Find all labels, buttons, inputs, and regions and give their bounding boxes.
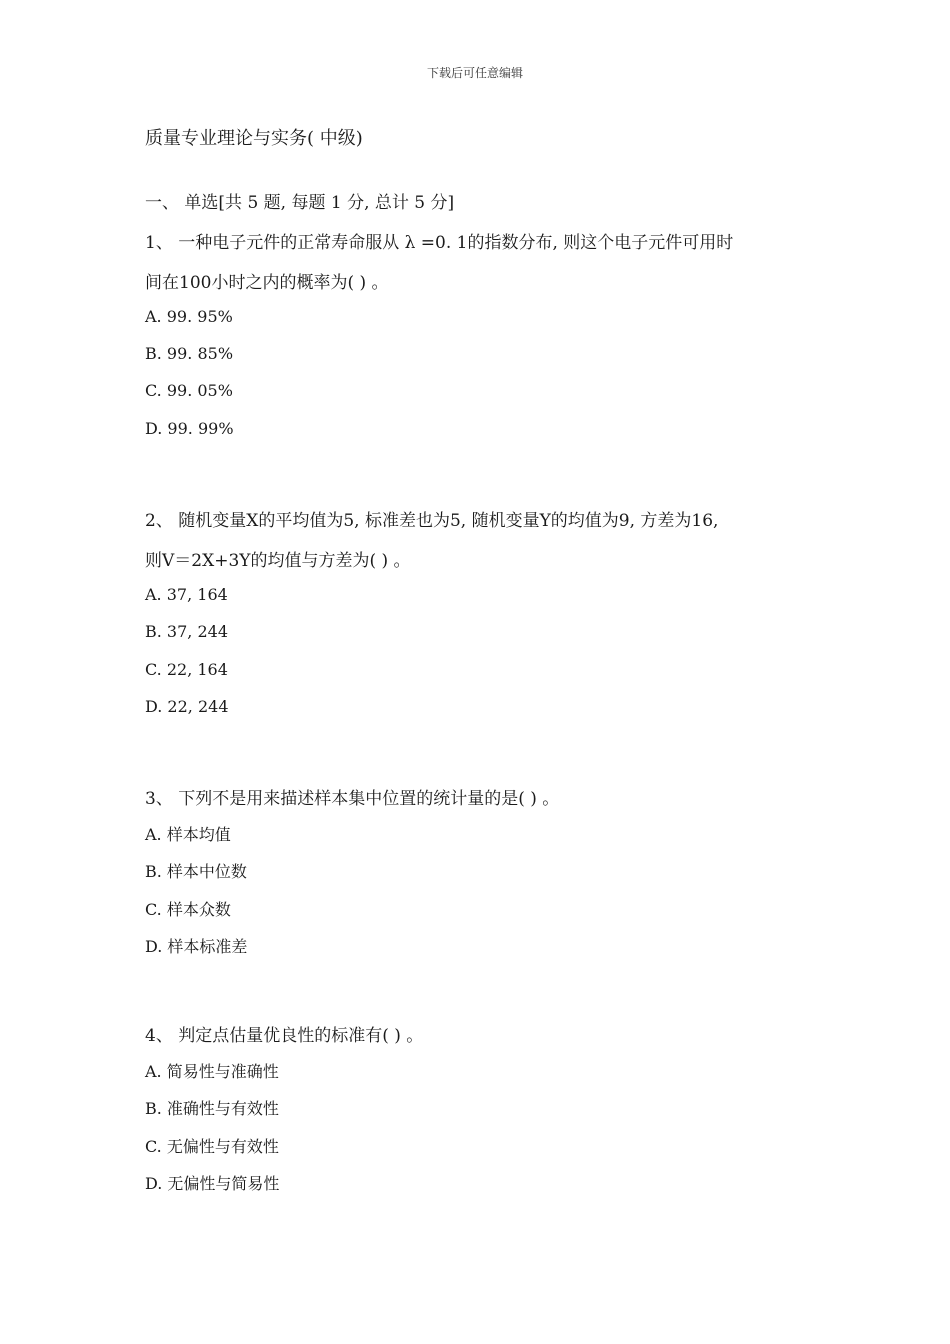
- question-3-option-b: B. 样本中位数: [145, 862, 247, 881]
- section-heading: 一、 单选[共 5 题, 每题 1 分, 总计 5 分]: [145, 193, 455, 213]
- question-2-text-line-1: 2、 随机变量X的平均值为5, 标准差也为5, 随机变量Y的均值为9, 方差为16,: [145, 511, 719, 531]
- question-1-option-d: D. 99. 99%: [145, 419, 234, 438]
- question-4-option-b: B. 准确性与有效性: [145, 1099, 279, 1118]
- question-2-text-line-2: 则V＝2X+3Y的均值与方差为( ) 。: [145, 551, 411, 571]
- question-2-option-d: D. 22, 244: [145, 697, 229, 716]
- question-1-text-line-2: 间在100小时之内的概率为( ) 。: [145, 273, 389, 293]
- question-3-text-line-1: 3、 下列不是用来描述样本集中位置的统计量的是( ) 。: [145, 789, 560, 809]
- question-2-option-c: C. 22, 164: [145, 660, 228, 679]
- question-1-option-a: A. 99. 95%: [145, 307, 233, 326]
- question-1-option-c: C. 99. 05%: [145, 381, 233, 400]
- question-4-option-a: A. 简易性与准确性: [145, 1062, 279, 1081]
- question-2-option-a: A. 37, 164: [145, 585, 228, 604]
- question-3-option-a: A. 样本均值: [145, 825, 231, 844]
- document-title: 质量专业理论与实务( 中级): [145, 128, 363, 149]
- question-3-option-c: C. 样本众数: [145, 900, 231, 919]
- question-2-option-b: B. 37, 244: [145, 622, 228, 641]
- question-4-text-line-1: 4、 判定点估量优良性的标准有( ) 。: [145, 1026, 424, 1046]
- question-1-text-line-1: 1、 一种电子元件的正常寿命服从 λ =0. 1的指数分布, 则这个电子元件可用时: [145, 233, 734, 253]
- question-4-option-c: C. 无偏性与有效性: [145, 1137, 279, 1156]
- question-1-option-b: B. 99. 85%: [145, 344, 234, 363]
- question-3-option-d: D. 样本标准差: [145, 937, 248, 956]
- page-header-note: 下载后可任意编辑: [426, 66, 523, 80]
- question-4-option-d: D. 无偏性与简易性: [145, 1174, 280, 1193]
